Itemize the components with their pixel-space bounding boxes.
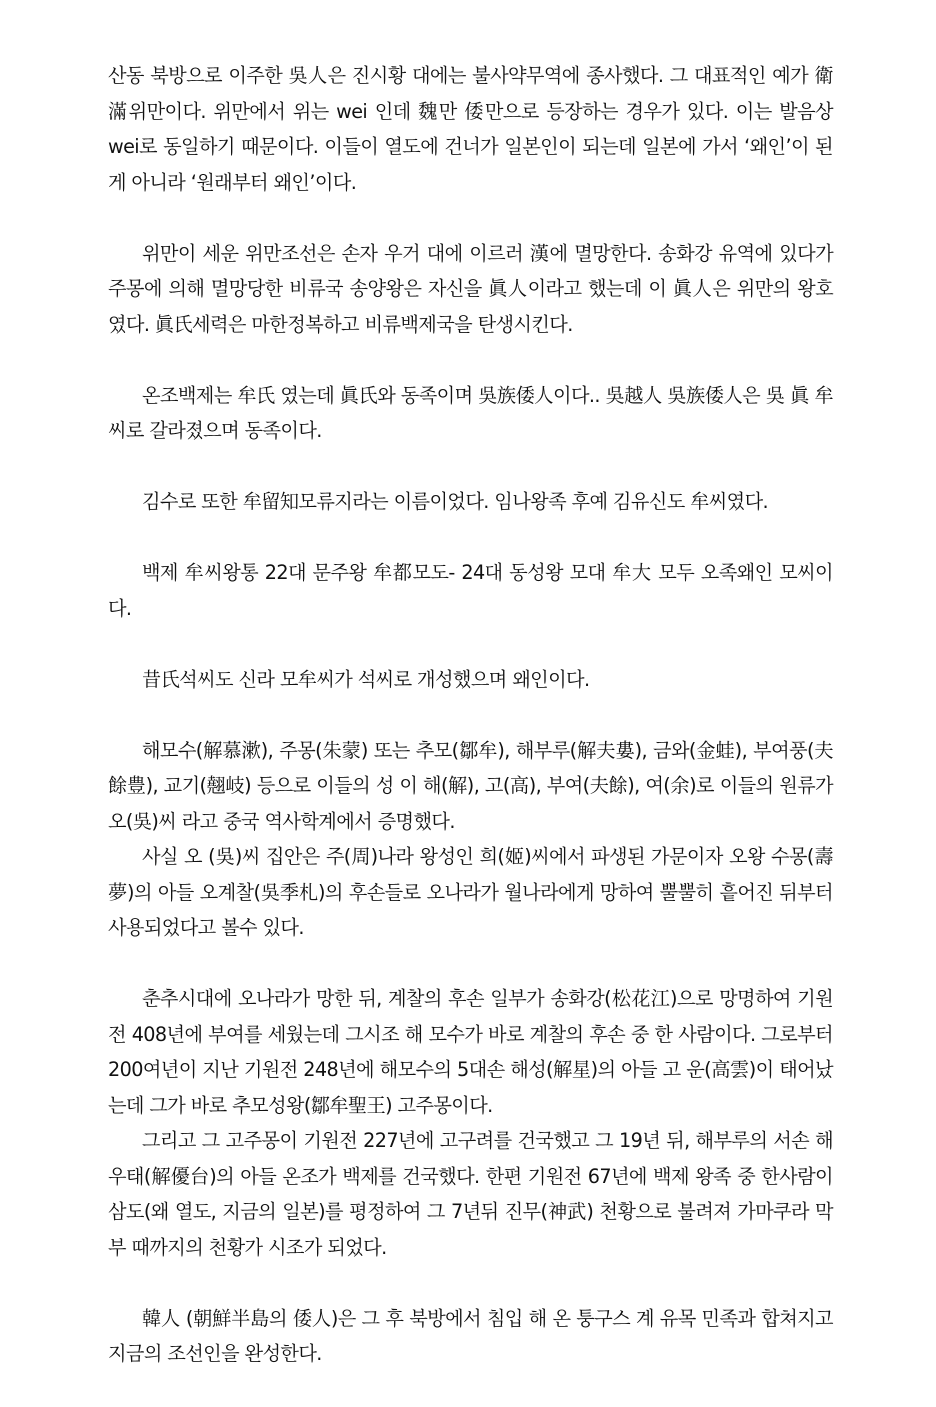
paragraph-1: 산동 북방으로 이주한 吳人은 진시황 대에는 불사약무역에 종사했다. 그 대표적인 예가 衛滿위만이다. 위만에서 위는 wei 인데 魏만 倭만으로 등장하는 경우가 있다. 이는 발음상 wei로 동일하기 때문이다. 이들이 열도에 건너가 일본인이 되는데 일본에 가서 ‘왜인’이 된 게 아니라 ‘원래부터 왜인’이다.	[108, 64, 833, 194]
paragraph-5: 백제 牟씨왕통 22대 문주왕 牟都모도- 24대 동성왕 모대 牟大 모두 오족왜인 모씨이다.	[108, 561, 833, 620]
paragraph-2: 위만이 세운 위만조선은 손자 우거 대에 이르러 漢에 멸망한다. 송화강 유역에 있다가 주몽에 의해 멸망당한 비류국 송양왕은 자신을 眞人이라고 했는데 이 眞人은 위만의 왕호였다. 眞氏세력은 마한정복하고 비류백제국을 탄생시킨다.	[108, 241, 833, 336]
paragraph-6: 昔氏석씨도 신라 모牟씨가 석씨로 개성했으며 왜인이다.	[142, 667, 590, 691]
paragraph-3: 온조백제는 牟氏 였는데 眞氏와 동족이며 吳族倭人이다.. 吳越人 吳族倭人은 吳 眞 牟 씨로 갈라졌으며 동족이다.	[108, 383, 833, 442]
paragraph-8: 사실 오 (吳)씨 집안은 주(周)나라 왕성인 희(姬)씨에서 파생된 가문이자 오왕 수몽(壽夢)의 아들 오계찰(吳季札)의 후손들로 오나라가 월나라에게 망하여 뿔뿔히 흩어진 뒤부터 사용되었다고 볼수 있다.	[108, 845, 833, 939]
paragraph-7: 해모수(解慕漱), 주몽(朱蒙) 또는 추모(鄒牟), 해부루(解夫婁), 금와(金蛙), 부여풍(夫餘豊), 교기(翹岐) 등으로 이들의 성 이 해(解), 고(高), 부여(夫餘), 여(余)로 이들의 원류가 오(吳)씨 라고 중국 역사학계에서 증명했다.	[108, 738, 833, 833]
paragraph-11: 韓人 (朝鮮半島의 倭人)은 그 후 북방에서 침입 해 온 퉁구스 계 유목 민족과 합쳐지고 지금의 조선인을 완성한다.	[108, 1306, 833, 1365]
paragraph-9: 춘추시대에 오나라가 망한 뒤, 계찰의 후손 일부가 송화강(松花江)으로 망명하여 기원전 408년에 부여를 세웠는데 그시조 해 모수가 바로 계찰의 후손 중 한 사람이다. 그로부터 200여년이 지난 기원전 248년에 해모수의 5대손 해성(解星)의 아들 고 운(高雲)이 태어났는데 그가 바로 추모성왕(鄒牟聖王) 고주몽이다.	[108, 987, 833, 1117]
paragraph-4: 김수로 또한 牟留知모류지라는 이름이었다. 임나왕족 후예 김유신도 牟씨였다.	[142, 490, 769, 513]
paragraph-10: 그리고 그 고주몽이 기원전 227년에 고구려를 건국했고 그 19년 뒤, 해부루의 서손 해우태(解優台)의 아들 온조가 백제를 건국했다. 한편 기원전 67년에 백제 왕족 중 한사람이 삼도(왜 열도, 지금의 일본)를 평정하여 그 7년뒤 진무(神武) 천황으로 불려져 가마쿠라 막부 때까지의 천황가 시조가 되었다.	[108, 1129, 833, 1259]
document-page	[108, 58, 833, 1407]
